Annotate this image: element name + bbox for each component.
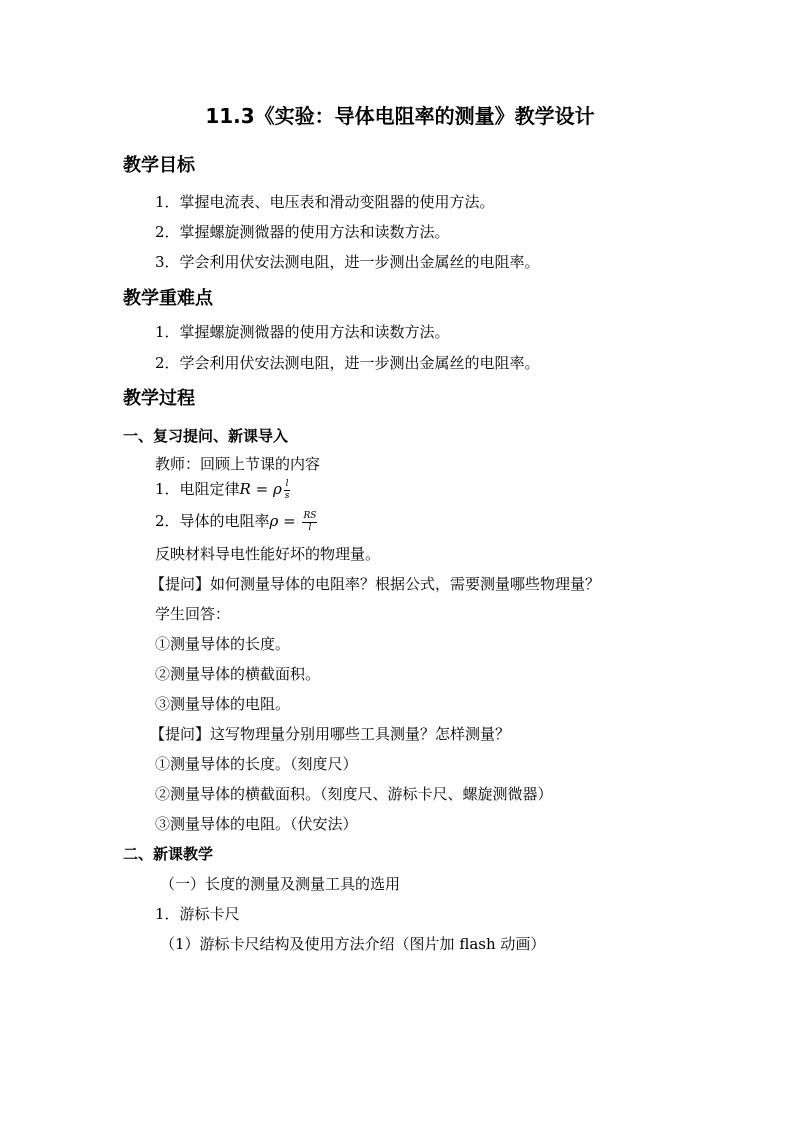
fraction-numerator: l: [285, 478, 289, 489]
heading-process: 教学过程: [123, 388, 195, 409]
question-line: 【提问】如何测量导体的电阻率？根据公式，需要测量哪些物理量？: [150, 575, 601, 593]
answer-item: ①测量导体的长度。: [155, 635, 291, 653]
answer-item: ②测量导体的横截面积。（刻度尺、游标卡尺、螺旋测微器）: [155, 785, 553, 803]
fraction-denominator: s: [284, 490, 290, 501]
teacher-line: 教师：回顾上节课的内容: [155, 455, 321, 473]
keypoint-item: 2．学会利用伏安法测电阻，进一步测出金属丝的电阻率。: [155, 354, 540, 372]
goal-item: 1．掌握电流表、电压表和滑动变阻器的使用方法。: [155, 193, 495, 211]
formula-label: 1．电阻定律: [155, 480, 240, 498]
formula-resistivity: [155, 510, 317, 534]
formula-label: 2．导体的电阻率: [155, 512, 270, 530]
subsection-line: （一）长度的测量及测量工具的选用: [160, 875, 401, 893]
document-title: 11.3《实验：导体电阻率的测量》教学设计: [205, 104, 595, 128]
answer-item: ①测量导体的长度。（刻度尺）: [155, 755, 358, 773]
list-item: （1）游标卡尺结构及使用方法介绍（图片加 flash 动画）: [160, 935, 546, 953]
formula-resistance-law: [155, 478, 290, 502]
goal-item: 2．掌握螺旋测微器的使用方法和读数方法。: [155, 223, 450, 241]
fraction-denominator: l: [308, 522, 312, 533]
reflect-line: 反映材料导电性能好坏的物理量。: [155, 545, 381, 563]
formula-fraction: [284, 479, 291, 502]
question-line: 【提问】这写物理量分别用哪些工具测量？怎样测量？: [150, 725, 511, 743]
answer-item: ②测量导体的横截面积。: [155, 665, 321, 683]
answer-item: ③测量导体的电阻。（伏安法）: [155, 815, 358, 833]
list-item: 1．游标卡尺: [155, 905, 240, 923]
fraction-numerator: RS: [303, 510, 317, 521]
answer-item: ③测量导体的电阻。: [155, 695, 291, 713]
heading-keypoints: 教学重难点: [123, 288, 213, 309]
heading-goals: 教学目标: [123, 155, 195, 176]
section-heading-review: 一、复习提问、新课导入: [123, 427, 289, 445]
formula-fraction: [302, 511, 317, 534]
formula-expression: ρ =: [269, 512, 301, 530]
formula-expression: R = ρ: [239, 480, 282, 498]
section-heading-new-lesson: 二、新课教学: [123, 845, 214, 863]
student-line: 学生回答：: [155, 605, 231, 623]
keypoint-item: 1．掌握螺旋测微器的使用方法和读数方法。: [155, 323, 450, 341]
goal-item: 3．学会利用伏安法测电阻，进一步测出金属丝的电阻率。: [155, 253, 540, 271]
